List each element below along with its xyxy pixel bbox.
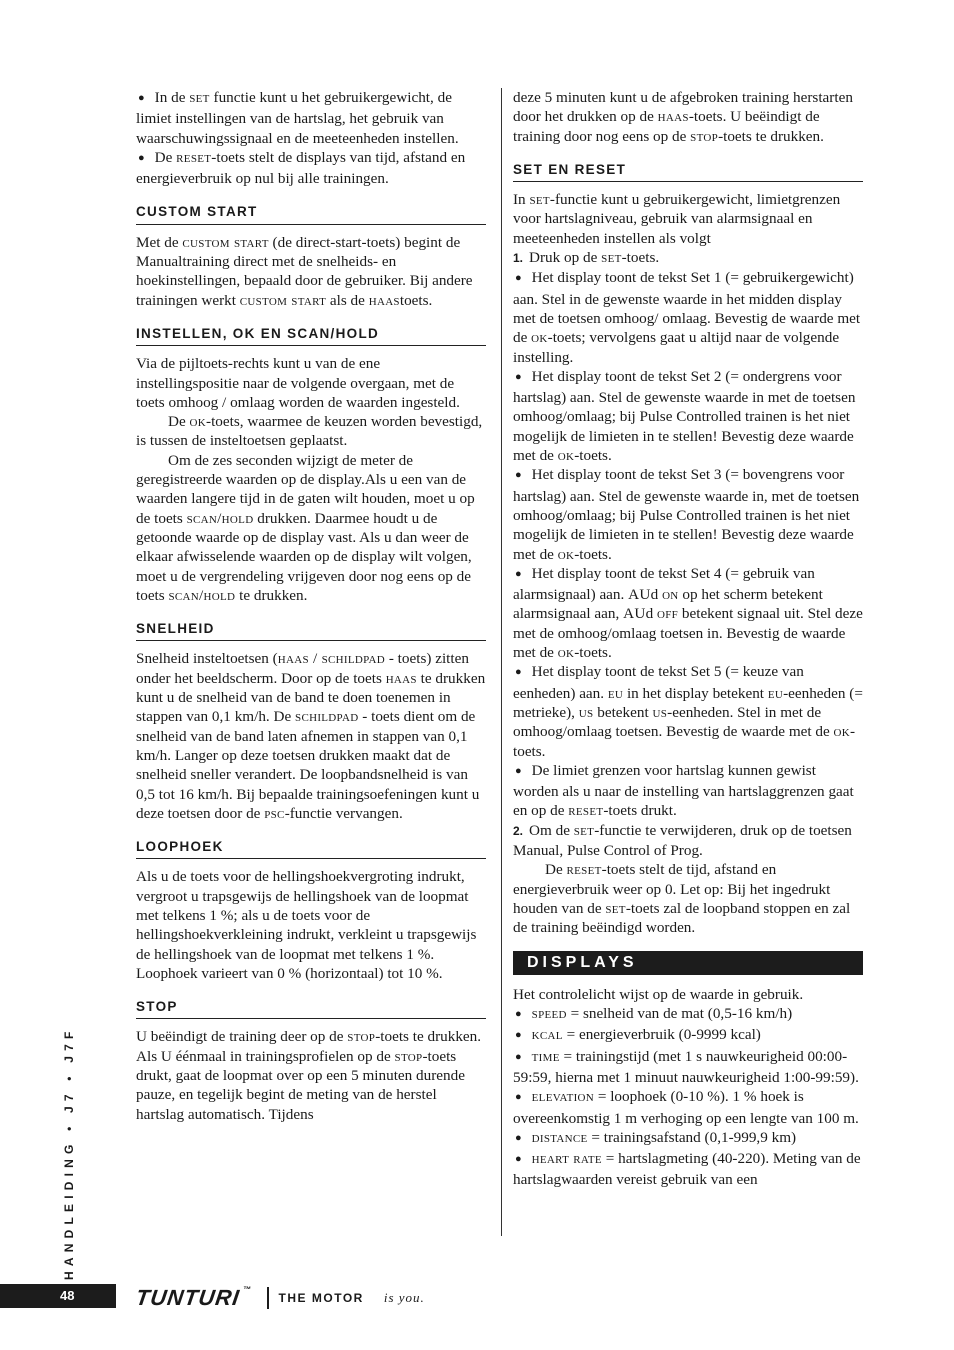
brand-name: TUNTURI [134,1285,242,1310]
bullet-item: ● In de set functie kunt u het gebruikergewicht, de limiet instellingen van de hartslag, het gebruik van waarschuwingssignaal en de meeteenheden instellen. [136,88,486,148]
section-heading: SET EN RESET [513,160,863,182]
bullet-item: ● time = trainingstijd (met 1 s nauwkeurigheid 00:00-59:59, hierna met 1 minuut nauwkeurigheid 1:00-99:59). [513,1047,863,1088]
page-number: 48 [0,1284,116,1308]
bullet-item: ● Het display toont de tekst Set 5 (= keuze van eenheden) aan. eu in het display betekent eu-eenheden (= metrieke), us betekent us-eenheden. Stel in met de omhoog/omlaag toetsen. Bevestig de waarde met de ok-toets. [513,662,863,760]
bullet-item: ● distance = trainingsafstand (0,1-999,9 km) [513,1128,863,1149]
bullet-item: ● elevation = loophoek (0-10 %). 1 % hoek is overeenkomstig 1 m verhoging op een lengte van 100 m. [513,1087,863,1128]
bullet-item: ● heart rate = hartslagmeting (40-220). Meting van de hartslagwaarden vereist gebruik van een [513,1149,863,1190]
paragraph: Als u de toets voor de hellingshoekvergroting indrukt, vergroot u trapsgewijs de hellingshoek van de loopmat met telkens 1 %; als u de toets voor de hellingshoekverkleining indrukt, verkleint u trapsgewijs de hellingshoek van de loopmat met telkens 1 %. Loophoek varieert van 0 % (horizontaal) tot 10 %. [136,868,477,982]
footer-separator [267,1287,269,1309]
paragraph: Met de custom start (de direct-start-toets) begint de Manualtraining direct met de snelheids- en hoekinstellingen, bepaald door de gebruiker. Bij andere trainingen werkt custom start als de haastoets. [136,233,473,309]
section-heading: CUSTOM START [136,202,486,224]
paragraph: De reset-toets stelt de tijd, afstand en energieverbruik weer op 0. Let op: Bij het ingedrukt houden van de set-toets zal de loopband stoppen en zal de training beëindigd worden. [513,861,851,937]
paragraph: In set-functie kunt u gebruikergewicht, limietgrenzen voor hartslagniveau, gebruik van alarmsignaal en meeteenheden instellen als volgt [513,191,841,247]
tagline-motor: THE MOTOR [278,1291,364,1305]
section-heading: INSTELLEN, OK EN SCAN/HOLD [136,324,486,346]
paragraph: Snelheid insteltoetsen (haas / schildpad - toets) zitten onder het beeldscherm. Door op de toets haas te drukken kunt u de snelheid van de band te doen toenemen in stappen van 0,1 km/h. De schildpad - toets dient om de snelheid van de band laten afnemen in stappen van 0,1 km/h. Langer op deze toetsen drukken maakt dat de snelheid sneller verandert. De loopbandsnelheid is van 0,5 tot 16 km/h. Bij bepaalde trainingsoefeningen kunt u deze toetsen door de psc-functie vervangen. [136,650,486,822]
paragraph: deze 5 minuten kunt u de afgebroken training herstarten door het drukken op de haas-toets. U beëindigt de training door nog eens op de stop-toets te drukken. [513,89,853,145]
column-divider [501,88,502,1236]
numbered-step: 2. Om de set-functie te verwijderen, druk op de toetsen Manual, Pulse Control of Prog. [513,821,852,859]
bullet-item: ● De reset-toets stelt de displays van tijd, afstand en energieverbruik op nul bij alle trainingen. [136,148,486,189]
spine-text: HANDLEIDING • J7 • J7F [62,1026,76,1280]
brand-logo [134,1285,252,1311]
chapter-heading: DISPLAYS [513,951,863,974]
spine-label [62,1026,80,1280]
bullet-item: ● speed = snelheid van de mat (0,5-16 km/h) [513,1004,863,1025]
paragraph: U beëindigt de training deer op de stop-toets te drukken. Als U éénmaal in trainingsprofielen op de stop-toets drukt, gaat de loopmat over op een 5 minuten durende pauze, en tegelijk begint de meting van de herstel hartslag automatisch. Tijdens [136,1028,482,1123]
bullet-item: ● Het display toont de tekst Set 1 (= gebruikergewicht) aan. Stel in de gewenste waarde in het midden display met de toetsen omhoog/ omlaag. Bevestig de waarde met de ok-toets; vervolgens gaat u altijd naar de volgende instelling. [513,268,863,366]
right-column [513,88,863,1190]
bullet-item: ● Het display toont de tekst Set 3 (= bovengrens voor hartslag) aan. Stel de gewenste waarde in, met de toetsen omhoog/omlaag; bij Pulse Controlled trainen is het niet mogelijk de limieten in te stellen! Bevestig deze waarde met de ok-toets. [513,465,863,563]
step-number: 2. [513,823,524,838]
bullet-item: ● De limiet grenzen voor hartslag kunnen gewist worden als u naar de instelling van hartslaggrenzen gaat en op de reset-toets drukt. [513,761,863,821]
footer-brand [136,1284,425,1312]
bullet-item: ● Het display toont de tekst Set 4 (= gebruik van alarmsignaal) aan. AUd on op het scherm betekent alarmsignaal aan, AUd off betekent signaal uit. Stel deze met de omhoog/omlaag toetsen in. Bevestig de waarde met de ok-toets. [513,564,863,662]
paragraph: De ok-toets, waarmee de keuzen worden bevestigd, is tussen de insteltoetsen geplaatst. [136,413,483,450]
paragraph: Via de pijltoets-rechts kunt u van de ene instellingspositie naar de volgende overgaan, met de toets omhoog / omlaag worden de waarden ingesteld. [136,355,460,411]
section-heading: LOOPHOEK [136,837,486,859]
trademark: ™ [242,1285,253,1294]
bullet-item: ● Het display toont de tekst Set 2 (= ondergrens voor hartslag) aan. Stel de gewenste waarde in met de toetsen omhoog/omlaag; bij Pulse Controlled trainen is het niet mogelijk de limieten in te stellen! Bevestig deze waarde met de ok-toets. [513,367,863,465]
section-heading: SNELHEID [136,619,486,641]
step-number: 1. [513,251,524,266]
paragraph: Om de zes seconden wijzigt de meter de geregistreerde waarden op de display.Als u een van de waarden langere tijd in de gaten wilt houden, moet u op de toets scan/hold drukken. Daarmee houdt u de getoonde waarde op de display vast. Als u dan weer de elkaar afwisselende waarden op de display wilt volgen, moet u de vergrendeling vrijgeven door nog eens op de toets scan/hold te drukken. [136,451,475,604]
left-column [136,88,486,1124]
paragraph: Het controlelicht wijst op de waarde in gebruik. [513,985,804,1003]
tagline-is-you: is you. [383,1290,425,1305]
bullet-item: ● kcal = energieverbruik (0-9999 kcal) [513,1025,863,1046]
section-heading: STOP [136,997,486,1019]
numbered-step: 1. Druk op de set-toets. [513,249,660,267]
